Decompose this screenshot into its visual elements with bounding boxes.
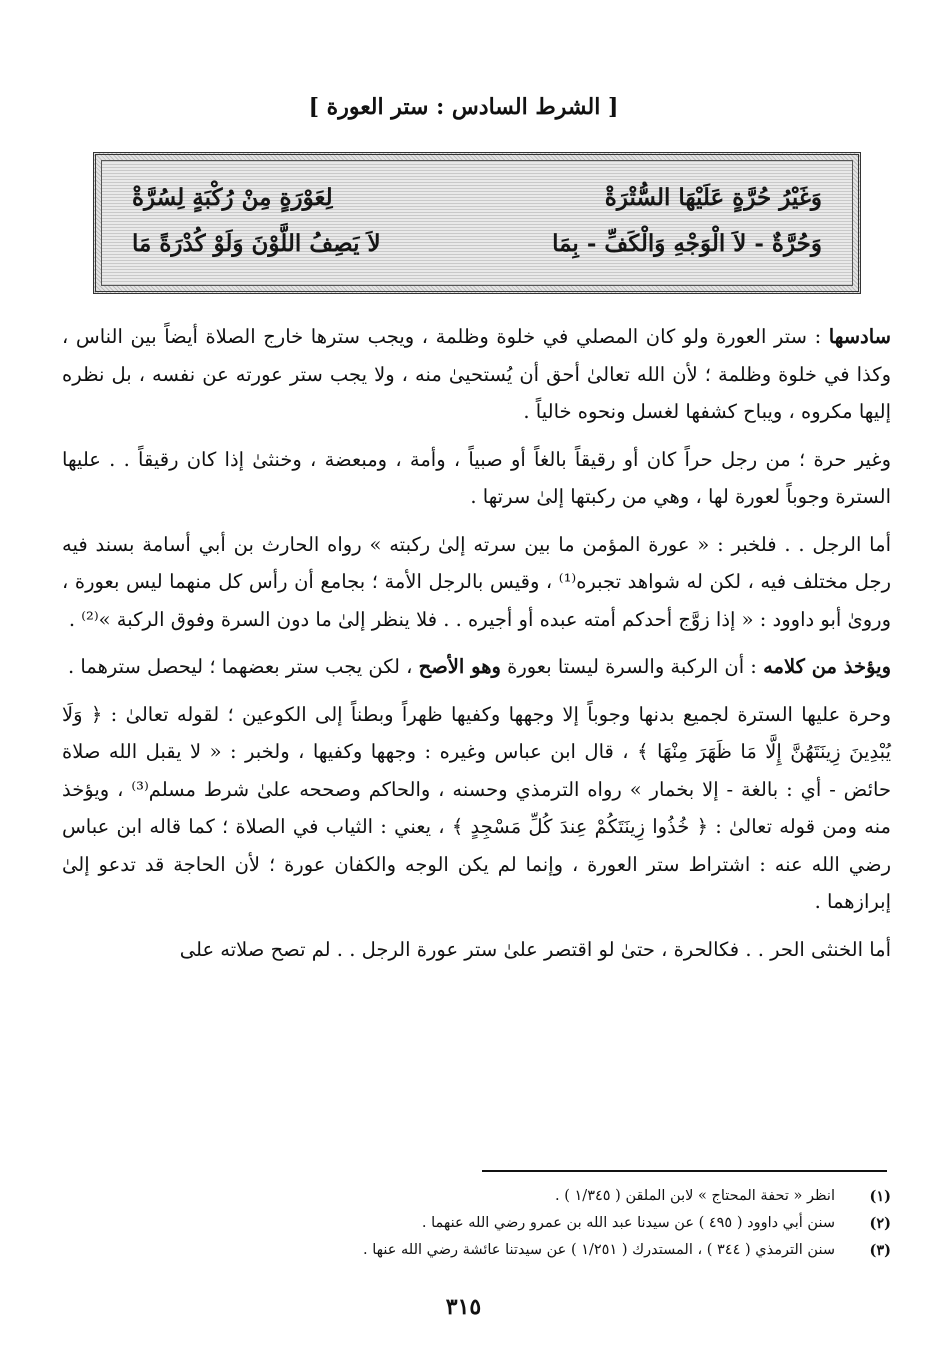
paragraph-1-lead: سادسها <box>828 325 891 348</box>
footnote-number: (٣) <box>869 1242 891 1259</box>
paragraph-4-end: ، لكن يجب ستر بعضهما ؛ ليحصل سترهما . <box>67 655 419 678</box>
poem-inner <box>101 160 853 286</box>
footnote-text: انظر « تحفة المحتاج » لابن الملقن ( ١/٣٤٥ ) . <box>555 1188 835 1204</box>
page-number: ٣١٥ <box>445 1294 482 1320</box>
footnote-2 <box>36 1210 891 1237</box>
paragraph-4-bold: وهو الأصح <box>418 655 501 678</box>
paragraph-1-text: : ستر العورة ولو كان المصلي في خلوة وظلمة ، ويجب سترها خارج الصلاة أيضاً بين الناس ، وكذا في خلوة وظلمة ؛ لأن الله تعالىٰ أحق أن يُستحيىٰ منه ، ولا يجب ستر عورته عن نفسه ، بل نظره إليها مكروه ، ويباح كشفها لغسل ونحوه خالياً . <box>62 325 891 423</box>
paragraph-4-lead: ويؤخذ من كلامه <box>763 655 891 678</box>
footnote-text: سنن الترمذي ( ٣٤٤ ) ، المستدرك ( ١/٢٥١ ) عن سيدتنا عائشة رضي الله عنها . <box>363 1242 835 1258</box>
paragraph-6: أما الخنثى الحر . . فكالحرة ، حتىٰ لو اقتصر علىٰ ستر عورة الرجل . . لم تصح صلاته على <box>179 937 891 961</box>
poem-verse-2-right: وَحُرَّةٌ - لاَ الْوَجْهِ وَالْكَفِّ - بِمَا <box>552 230 822 257</box>
body-text <box>62 318 891 978</box>
paragraph-2: وغير حرة ؛ من رجل حراً كان أو رقيقاً بالغاً أو صبياً ، وأمة ، ومبعضة ، وخنثىٰ إذا كان رقيقاً . . عليها السترة وجوباً لعورة لها ، وهي من ركبتها إلىٰ سرتها . <box>62 447 891 508</box>
poem-verse-1-left: لِعَوْرَةٍ مِنْ رُكْبَةٍ لِسُرَّةْ <box>132 184 333 211</box>
footnote-3 <box>36 1237 891 1264</box>
poem-verse-2-left: لاَ يَصِفُ اللَّوْنَ وَلَوْ كُدْرَةً مَا <box>132 230 381 257</box>
chapter-title: [ الشرط السادس : ستر العورة ] <box>308 94 619 120</box>
paragraph-3: أما الرجل . . فلخبر : « عورة المؤمن ما بين سرته إلىٰ ركبته » رواه الحارث بن أبي أسامة بسند فيه رجل مختلف فيه ، لكن له شواهد تجبره⁽¹⁾ ، وقيس بالرجل الأمة ؛ بجامع أن رأس كل منهما ليس بعورة ، وروىٰ أبو داوود : « إذا زوَّج أحدكم أمته عبده أو أجيره . . فلا ينظر إلىٰ ما دون السرة وفوق الركبة »⁽²⁾ . <box>62 532 892 631</box>
paragraph-1 <box>62 318 891 431</box>
poem-frame <box>93 152 861 294</box>
poem-verse-1-right: وَغَيْرُ حُرَّةٍ عَلَيْهَا السُّتْرَةْ <box>604 184 822 211</box>
paragraph-4-mid: : أن الركبة والسرة ليستا بعورة <box>500 655 764 678</box>
footnote-1 <box>36 1183 891 1210</box>
footnote-text: سنن أبي داوود ( ٤٩٥ ) عن سيدنا عبد الله بن عمرو رضي الله عنهما . <box>421 1215 835 1231</box>
footnote-number: (٢) <box>869 1215 891 1232</box>
poem-verse-1 <box>132 175 822 221</box>
paragraph-5: وحرة عليها السترة لجميع بدنها وجوباً إلا وجهها وكفيها ظهراً وبطناً إلى الكوعين ؛ لقوله تعالىٰ : ﴿ وَلَا يُبْدِينَ زِينَتَهُنَّ إِلَّا مَا ظَهَرَ مِنْهَا ﴾ ، قال ابن عباس وغيره : وجهها وكفيها ، ولخبر : « لا يقبل الله صلاة حائض - أي : بالغة - إلا بخمار » رواه الترمذي وحسنه ، والحاكم وصححه علىٰ شرط مسلم⁽³⁾ ، ويؤخذ منه ومن قوله تعالىٰ : ﴿ خُذُوا زِينَتَكُمْ عِندَ كُلِّ مَسْجِدٍ ﴾ ، يعني : الثياب في الصلاة ؛ كما قاله ابن عباس رضي الله عنه : اشتراط ستر العورة ، وإنما لم يكن الوجه والكفان عورة ؛ لأن الحاجة قد تدعو إلىٰ إبرازهما . <box>62 702 891 913</box>
footnotes <box>36 1183 891 1264</box>
footnote-number: (١) <box>869 1188 891 1205</box>
poem-verse-2 <box>132 221 822 267</box>
paragraph-4 <box>62 648 891 686</box>
footnote-divider <box>482 1170 887 1172</box>
